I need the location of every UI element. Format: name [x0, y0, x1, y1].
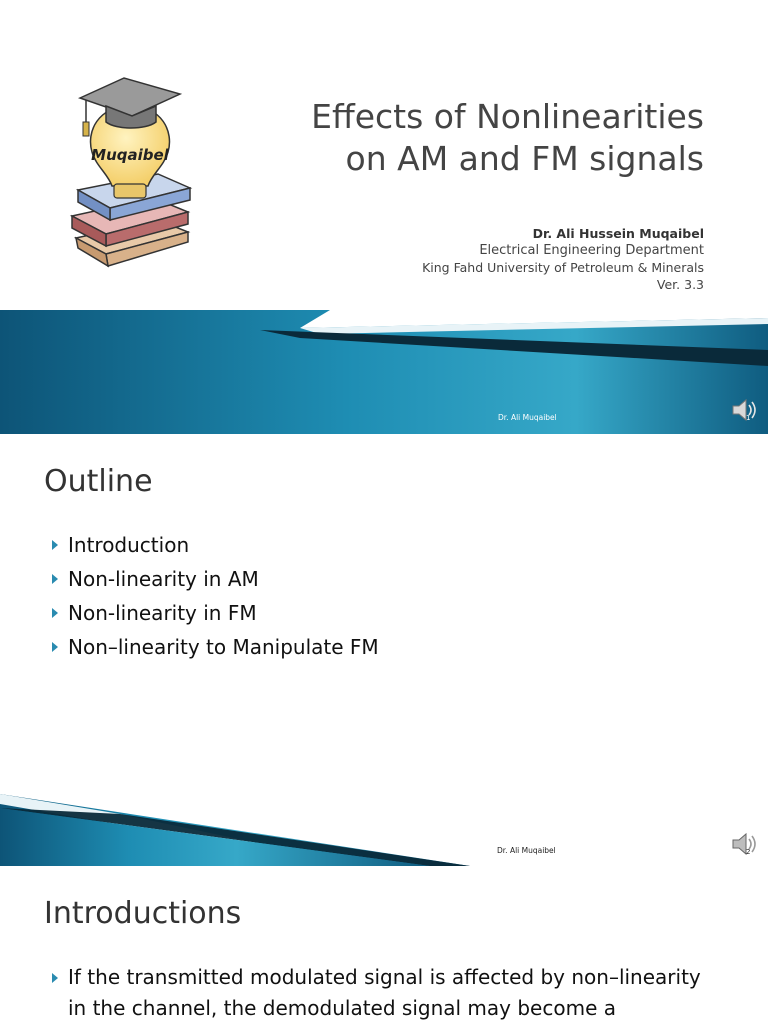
footer-band [0, 310, 768, 434]
list-item: Non-linearity in FM [50, 596, 379, 630]
muqaibel-logo [62, 70, 202, 280]
slide-heading: Introductions [44, 896, 242, 931]
author-name: Dr. Ali Hussein Muqaibel [532, 226, 704, 241]
bullet-arrow-icon [52, 642, 58, 652]
bullet-arrow-icon [52, 540, 58, 550]
version: Ver. 3.3 [656, 277, 704, 292]
footer-band [0, 794, 768, 866]
university: King Fahd University of Petroleum & Minerals [422, 260, 704, 275]
logo-text: Muqaibel [91, 146, 169, 164]
title-line-1: Effects of Nonlinearities [311, 97, 704, 136]
list-item: Non-linearity in AM [50, 562, 379, 596]
outline-slide [0, 434, 768, 866]
list-item: Non–linearity to Manipulate FM [50, 630, 379, 664]
footer-author: Dr. Ali Muqaibel [497, 846, 556, 855]
bullet-arrow-icon [52, 574, 58, 584]
paragraph-line-2: in the channel, the demodulated signal may become a [68, 996, 616, 1020]
bullet-list [50, 528, 379, 664]
slide-title [311, 96, 704, 180]
slide-heading: Outline [44, 464, 153, 499]
speaker-icon[interactable] [730, 830, 760, 858]
speaker-icon[interactable] [730, 396, 760, 424]
page-number: 1 [746, 414, 751, 422]
page-number: 2 [746, 848, 751, 856]
title-line-2: on AM and FM signals [345, 139, 704, 178]
list-item: Introduction [50, 528, 379, 562]
bullet-paragraph [50, 962, 768, 1024]
title-slide [0, 0, 768, 434]
department: Electrical Engineering Department [479, 243, 704, 258]
paragraph-line-1: If the transmitted modulated signal is affected by non–linearity [68, 965, 701, 989]
bullet-arrow-icon [52, 973, 58, 983]
introductions-slide [0, 866, 768, 1024]
bullet-arrow-icon [52, 608, 58, 618]
footer-author: Dr. Ali Muqaibel [498, 413, 557, 422]
